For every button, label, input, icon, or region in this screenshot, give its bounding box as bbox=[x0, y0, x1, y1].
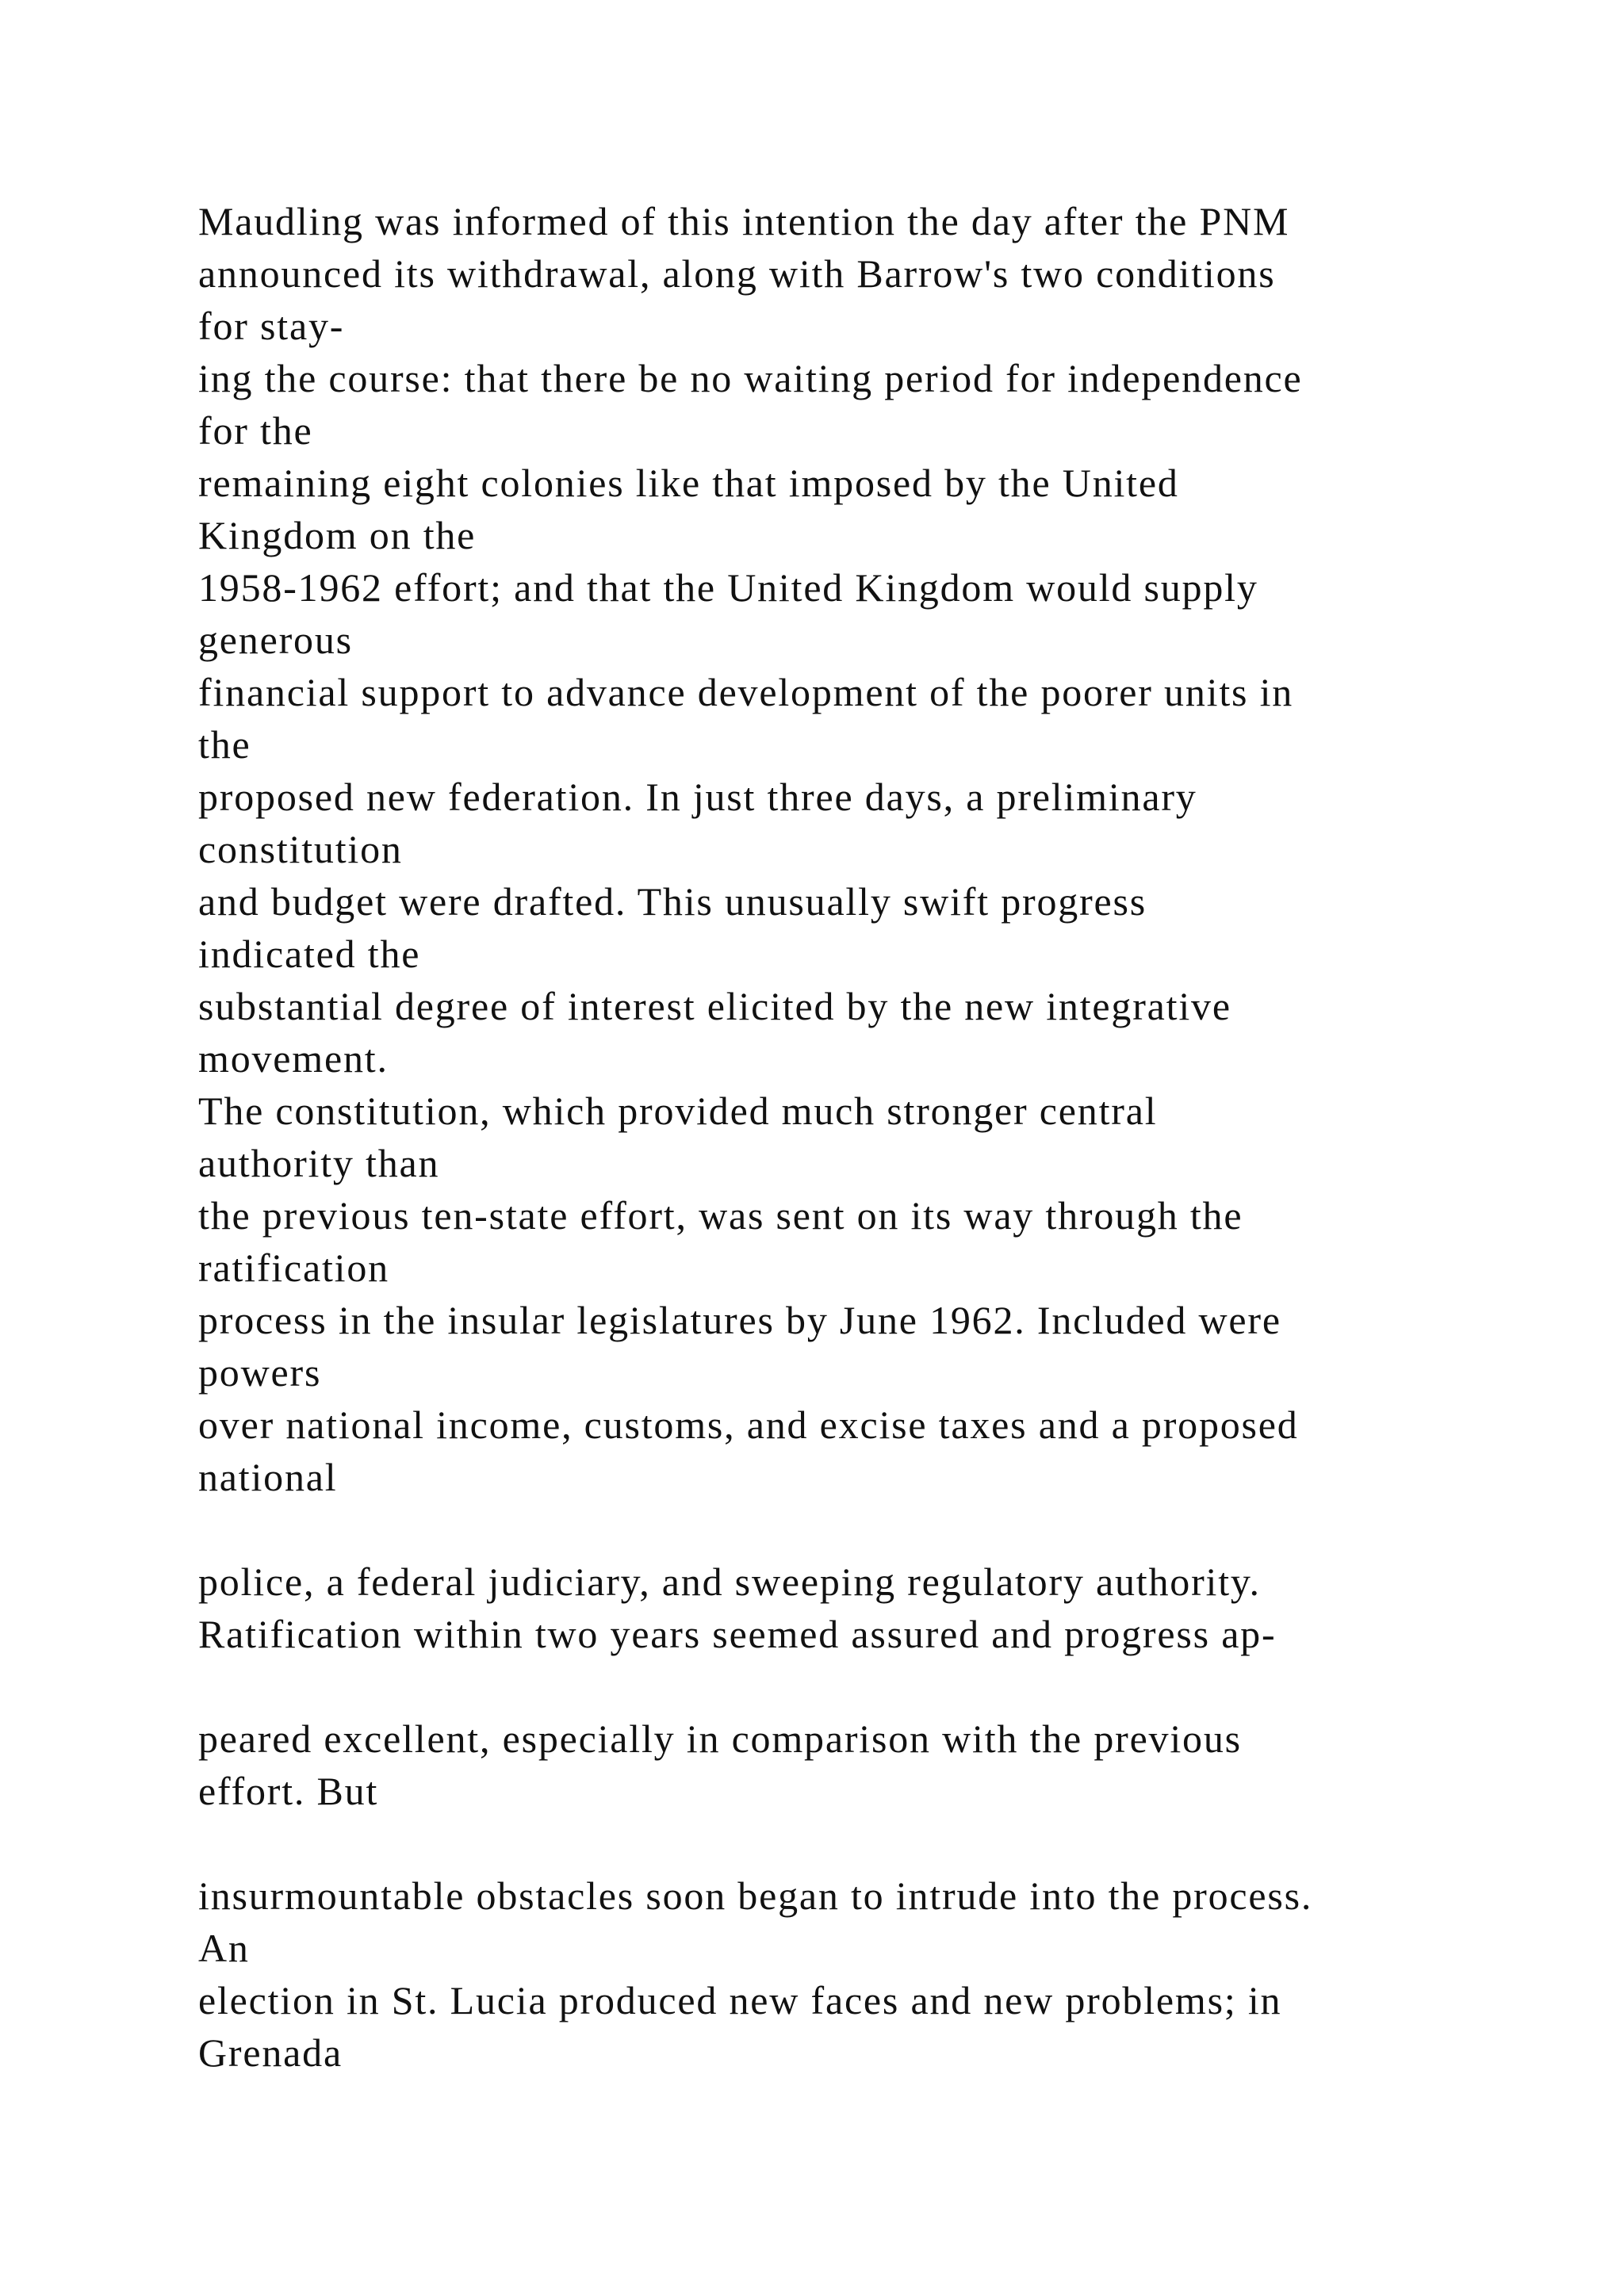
text-line: Grenada bbox=[198, 2030, 343, 2075]
text-line: peared excellent, especially in comparison with the previous bbox=[198, 1716, 1242, 1761]
text-line: Kingdom on the bbox=[198, 513, 477, 557]
text-line: ing the course: that there be no waiting period for independence bbox=[198, 356, 1303, 400]
body-text bbox=[198, 195, 1499, 2079]
text-line: authority than bbox=[198, 1141, 440, 1185]
text-line: The constitution, which provided much stronger central bbox=[198, 1089, 1158, 1133]
text-line: insurmountable obstacles soon began to intrude into the process. bbox=[198, 1873, 1313, 1918]
text-line: and budget were drafted. This unusually swift progress bbox=[198, 879, 1147, 924]
text-line: constitution bbox=[198, 827, 403, 871]
text-line: effort. But bbox=[198, 1769, 379, 1813]
text-line: proposed new federation. In just three days, a preliminary bbox=[198, 775, 1197, 819]
text-line: generous bbox=[198, 618, 353, 662]
paragraph-gap bbox=[198, 1503, 1499, 1556]
text-line: indicated the bbox=[198, 932, 421, 976]
text-line: 1958-1962 effort; and that the United Kingdom would supply bbox=[198, 565, 1258, 610]
text-line: for stay- bbox=[198, 304, 345, 348]
text-line: announced its withdrawal, along with Barrow's two conditions bbox=[198, 251, 1276, 296]
paragraph-gap bbox=[198, 1817, 1499, 1869]
text-line: ratification bbox=[198, 1246, 389, 1290]
text-line: for the bbox=[198, 408, 313, 453]
text-line: substantial degree of interest elicited by the new integrative bbox=[198, 984, 1231, 1028]
text-line: An bbox=[198, 1926, 250, 1970]
text-line: movement. bbox=[198, 1036, 389, 1081]
text-line: Ratification within two years seemed assured and progress ap- bbox=[198, 1612, 1277, 1656]
text-line: national bbox=[198, 1455, 338, 1499]
text-line: the bbox=[198, 722, 251, 767]
text-line: police, a federal judiciary, and sweeping regulatory authority. bbox=[198, 1559, 1261, 1604]
paragraph-gap bbox=[198, 1660, 1499, 1712]
text-line: powers bbox=[198, 1350, 322, 1395]
text-line: the previous ten-state effort, was sent on its way through the bbox=[198, 1193, 1243, 1238]
text-line: process in the insular legislatures by June 1962. Included were bbox=[198, 1298, 1281, 1342]
text-line: remaining eight colonies like that imposed by the United bbox=[198, 461, 1179, 505]
text-line: over national income, customs, and excise taxes and a proposed bbox=[198, 1402, 1299, 1447]
text-line: financial support to advance development of the poorer units in bbox=[198, 670, 1294, 714]
text-line: Maudling was informed of this intention the day after the PNM bbox=[198, 199, 1290, 243]
text-line: election in St. Lucia produced new faces and new problems; in bbox=[198, 1978, 1282, 2022]
